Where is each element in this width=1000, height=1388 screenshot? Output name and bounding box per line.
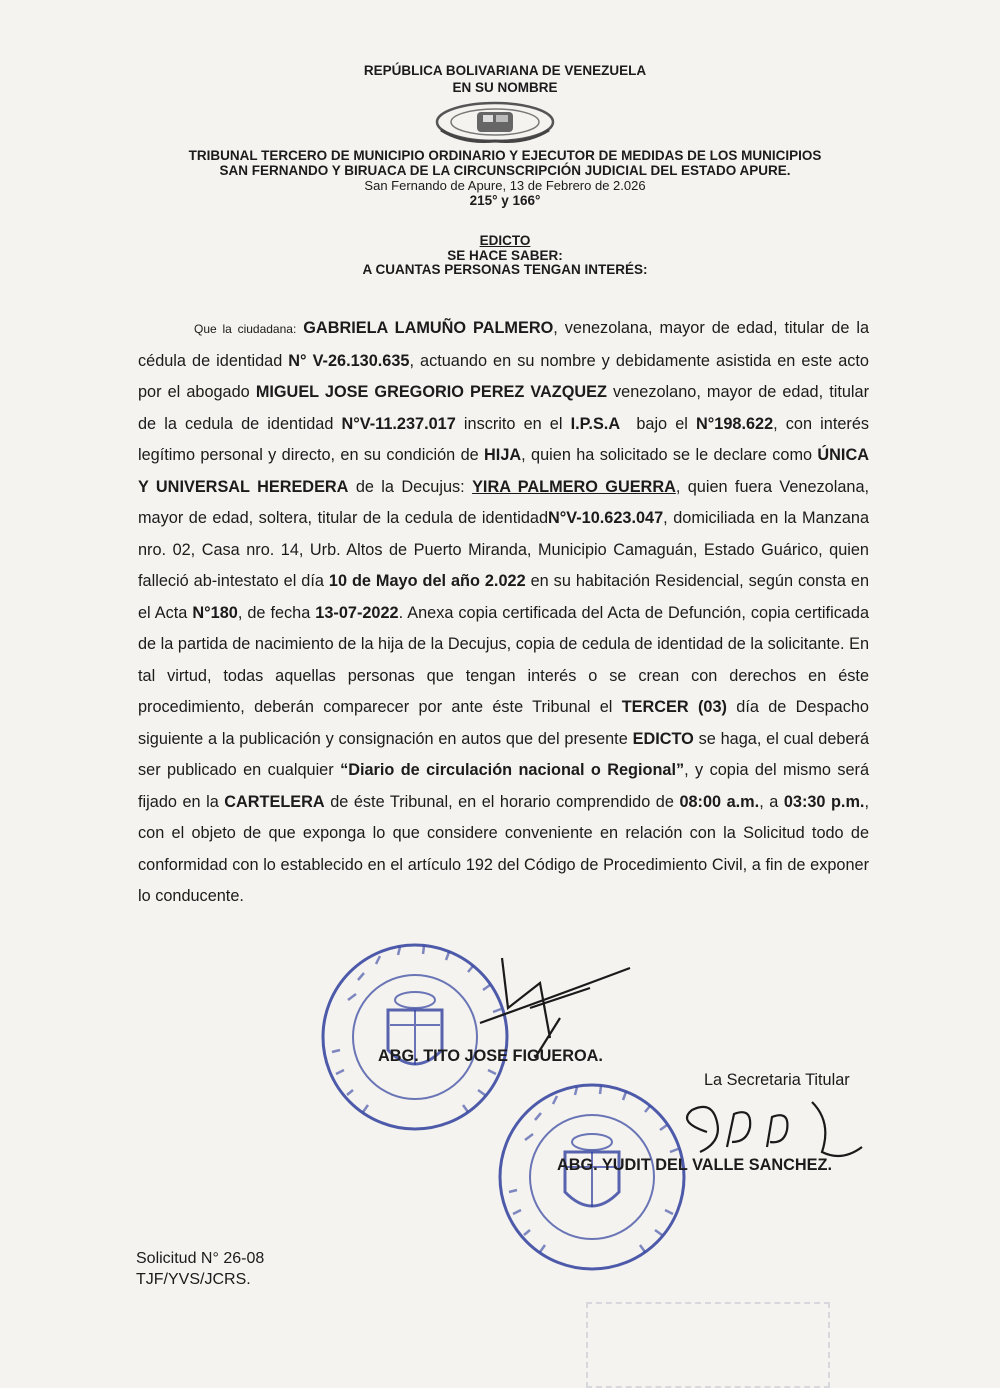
newspaper: “Diario de circulación nacional o Regional” [340,761,685,779]
body-text: , con el objeto de que exponga lo que considere conveniente en relación con la Solicitud todo de conformidad con lo establecido en el artículo 192 del Código de Procedimiento Civil, a fin de exponer lo conducente. [138,792,869,905]
body-text: , y copia del mismo será fijado en la [138,761,870,811]
applicant-name: GABRIELA LAMUÑO PALMERO [303,319,554,337]
cartelera: CARTELERA [224,792,325,811]
edict-title-block [0,234,1000,278]
header-tribunal [0,148,1000,208]
footer [136,1248,264,1290]
body-text: Que la ciudadana: [194,322,297,336]
appearance-day: TERCER (03) [621,698,727,716]
body-text: , a [759,792,779,811]
condition: HIJA [484,446,522,464]
body-text: , quien fuera Venezolana, mayor de edad, soltera, titular de la cedula de identidad [138,477,870,527]
solicitud-number: Solicitud N° 26-08 [136,1250,265,1267]
secretary-title: La Secretaria Titular [704,1071,850,1089]
lawyer-name: MIGUEL JOSE GREGORIO PEREZ VAZQUEZ [255,383,607,401]
body-text: se haga, el cual deberá ser publicado en cualquier [138,729,869,779]
applicant-id: N° V-26.130.635 [288,351,410,370]
body-text: de la Decujus: [355,477,465,496]
start-time: 08:00 a.m. [679,792,760,811]
acta-date: 13-07-2022 [315,603,399,622]
acta-number: N°180 [192,603,238,622]
secretary-seal-icon [495,1080,690,1275]
edict-paragraph [138,313,869,913]
body-text: inscrito en el [463,414,563,433]
edicto-word: EDICTO [632,729,694,748]
decedent-name: YIRA PALMERO GUERRA [472,477,676,496]
body-text: venezolano, mayor de edad, titular de la cedula de identidad [138,383,870,433]
initials: TJF/YVS/JCRS. [136,1271,251,1288]
edict-title: EDICTO [479,233,531,248]
body-text: , actuando en su nombre y debidamente asistida en este acto por el abogado [138,351,869,401]
secretary-name: ABG. YUDIT DEL VALLE SANCHEZ. [557,1156,832,1174]
lawyer-id: N°V-11.237.017 [341,414,456,433]
heir-declaration: ÚNICA Y UNIVERSAL HEREDERA [138,446,869,496]
header-top [0,62,1000,96]
edict-body [138,313,869,913]
body-text: de éste Tribunal, en el horario comprendido de [330,792,674,811]
end-time: 03:30 p.m. [783,792,865,811]
body-text: , con interés legítimo personal y directo, en su condición de [138,414,870,464]
tribunal-line-2: SAN FERNANDO Y BIRUACA DE LA CIRCUNSCRIPCIÓN JUDICIAL DEL ESTADO APURE. [219,163,791,178]
ipsa: I.P.S.A [570,414,621,433]
body-text: , domiciliada en la Manzana nro. 02, Casa nro. 14, Urb. Altos de Puerto Miranda, Municipio Camaguán, Estado Guárico, quien falleció ab-intestato el día [138,509,869,590]
tribunal-line-1: TRIBUNAL TERCERO DE MUNICIPIO ORDINARIO Y EJECUTOR DE MEDIDAS DE LOS MUNICIPIOS [188,148,822,163]
coat-of-arms-icon [433,100,558,144]
body-text: . Anexa copia certificada del Acta de Defunción, copia certificada de la partida de nacimiento de la hija de la Decujus, copia de cedula de identidad de la solicitante. En tal virtud, todas aquellas personas que tengan interés o se crean con derechos en éste procedimiento, deberán comparecer por ante éste Tribunal el [138,603,869,716]
judge-name: ABG. TITO JOSE FIGUEROA. [378,1047,603,1065]
body-text: día de Despacho siguiente a la publicación y consignación en autos que del presente [138,698,869,748]
body-text: bajo el [636,414,688,433]
body-text: en su habitación Residencial, según consta en el Acta [138,572,870,622]
body-text: , venezolana, mayor de edad, titular de la cédula de identidad [138,319,870,370]
ipsa-number: N°198.622 [696,414,774,433]
se-hace-saber: SE HACE SABER: [447,247,563,263]
in-name: EN SU NOMBRE [452,80,558,95]
republic-name: REPÚBLICA BOLIVARIANA DE VENEZUELA [363,63,647,78]
decedent-id: N°V-10.623.047 [548,509,664,527]
date-line: San Fernando de Apure, 13 de Febrero de 2.026 [364,178,646,193]
faded-stamp [586,1302,830,1388]
body-text: , quien ha solicitado se le declare como [521,446,813,464]
a-cuantas: A CUANTAS PERSONAS TENGAN INTERÉS: [362,262,648,277]
years-line: 215° y 166° [469,193,541,208]
body-text: , de fecha [237,603,311,622]
death-date: 10 de Mayo del año 2.022 [328,572,526,590]
